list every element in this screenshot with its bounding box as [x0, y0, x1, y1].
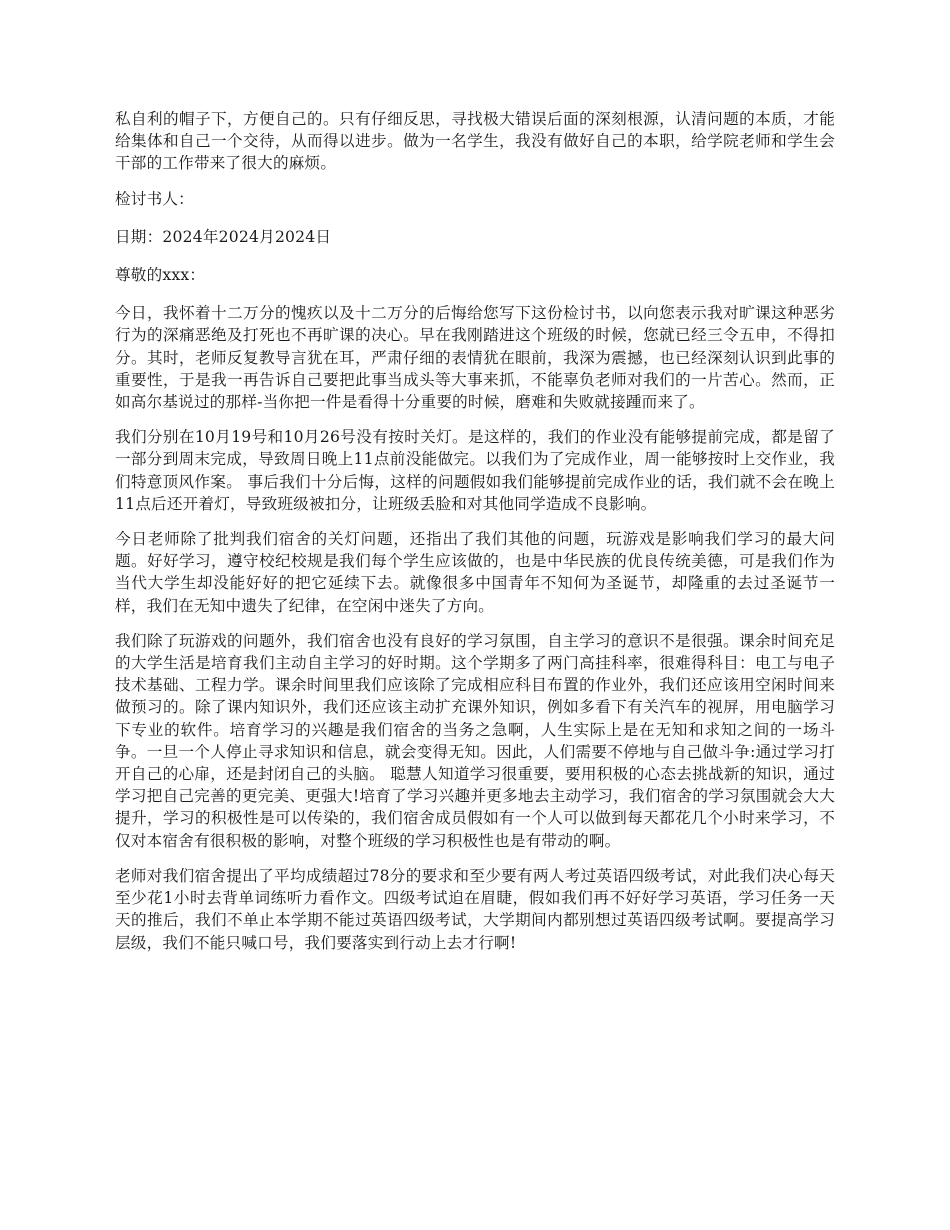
paragraph-apology: 今日，我怀着十二万分的愧疚以及十二万分的后悔给您写下这份检讨书，以向您表示我对旷课这种恶劣行为的深痛恶绝及打死也不再旷课的决心。早在我刚踏进这个班级的时候，您就已经三令五申，不得扣分。其时，老师反复教导言犹在耳，严肃仔细的表情犹在眼前，我深为震撼，也已经深刻认识到此事的重要性，于是我一再告诉自己要把此事当成头等大事来抓，不能辜负老师对我们的一片苦心。然而，正如高尔基说过的那样-当你把一件是看得十分重要的时候，磨难和失败就接踵而来了。: [115, 304, 835, 412]
paragraph-lights-out: 我们分别在10月19号和10月26号没有按时关灯。是这样的，我们的作业没有能够提前完成，都是留了一部分到周末完成，导致周日晚上11点前没能做完。以我们为了完成作业，周一能够按时上交作业，我们特意顶风作案。 事后我们十分后悔，这样的问题假如我们能够提前完成作业的话，我们就不会在晚上11点后还开着灯，导致班级被扣分，让班级丢脸和对其他同学造成不良影响。: [115, 428, 835, 513]
signature-line: 检讨书人：: [115, 189, 194, 208]
paragraph-intro: 私自利的帽子下，方便自己的。只有仔细反思，寻找极大错误后面的深刻根源，认清问题的本质，才能给集体和自己一个交待，从而得以进步。做为一名学生，我没有做好自己的本职，给学院老师和学生会干部的工作带来了很大的麻烦。: [115, 110, 835, 173]
paragraph-english-exam: 老师对我们宿舍提出了平均成绩超过78分的要求和至少要有两人考过英语四级考试，对此我们决心每天至少花1小时去背单词练听力看作文。四级考试迫在眉睫，假如我们再不好好学习英语，学习任务一天天的推后，我们不单止本学期不能过英语四级考试，大学期间内都别想过英语四级考试啊。要提高学习层级，我们不能只喊口号，我们要落实到行动上去才行啊!: [115, 866, 835, 952]
paragraph-study-atmosphere: 我们除了玩游戏的问题外，我们宿舍也没有良好的学习氛围，自主学习的意识不是很强。课余时间充足的大学生活是培育我们主动自主学习的好时期。这个学期多了两门高挂科率，很难得科目：电工与电子技术基础、工程力学。课余时间里我们应该除了完成相应科目布置的作业外，我们还应该用空闲时间来做预习的。除了课内知识外，我们还应该主动扩充课外知识，例如多看下有关汽车的视屏，用电脑学习下专业的软件。培育学习的兴趣是我们宿舍的当务之急啊，人生实际上是在无知和求知之间的一场斗争。一旦一个人停止寻求知识和信息，就会变得无知。因此，人们需要不停地与自己做斗争:通过学习打开自己的心扉，还是封闭自己的头脑。 聪慧人知道学习很重要，要用积极的心态去挑战新的知识，通过学习把自己完善的更完美、更强大!培育了学习兴趣并更多地去主动学习，我们宿舍的学习氛围就会大大提升，学习的积极性是可以传染的，我们宿舍成员假如有一个人可以做到每天都花几个小时来学习，不仅对本宿舍有很积极的影响，对整个班级的学习积极性也是有带动的啊。: [115, 631, 835, 850]
date-line: 日期：2024年2024月2024日: [115, 227, 332, 246]
paragraph-games: 今日老师除了批判我们宿舍的关灯问题，还指出了我们其他的问题，玩游戏是影响我们学习的最大问题。好好学习，遵守校纪校规是我们每个学生应该做的，也是中华民族的优良传统美德，可是我们作为当代大学生却没能好好的把它延续下去。就像很多中国青年不知何为圣诞节，却隆重的去过圣诞节一样，我们在无知中遗失了纪律，在空闲中迷失了方向。: [115, 530, 835, 615]
salutation: 尊敬的xxx：: [115, 266, 206, 285]
